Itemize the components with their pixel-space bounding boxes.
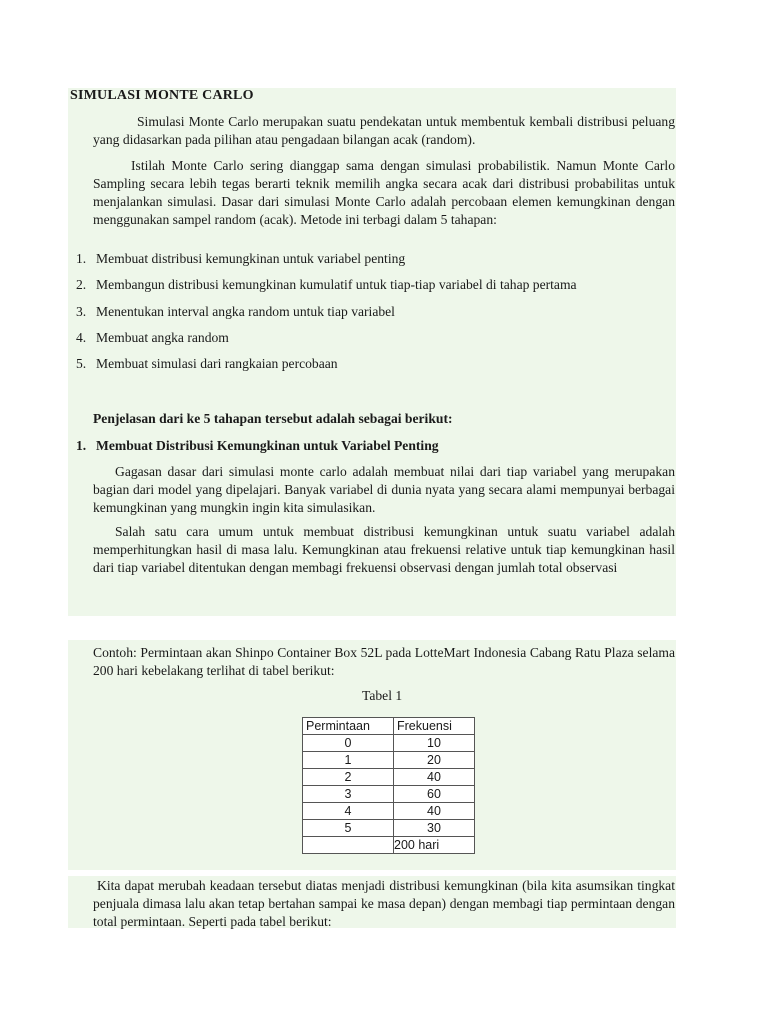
list-item-text: Membuat angka random [96, 330, 229, 345]
example-paragraph: Contoh: Permintaan akan Shinpo Container Box 52L pada LotteMart Indonesia Cabang Ratu Plaza selama 200 hari kebelakang terlihat di tabel berikut: [93, 645, 675, 678]
table-caption: Tabel 1 [362, 688, 403, 703]
table-cell: 3 [303, 786, 394, 803]
list-item [76, 303, 676, 321]
table-row [303, 752, 475, 769]
table-cell: 30 [394, 820, 475, 837]
table-cell: 5 [303, 820, 394, 837]
definition-paragraph: Istilah Monte Carlo sering dianggap sama dengan simulasi probabilistik. Namun Monte Carlo Sampling secara lebih tegas berarti teknik memilih angka secara acak dari distribusi probabilitas untuk menjalankan simulasi. Dasar dari simulasi Monte Carlo adalah percobaan elemen kemungkinan dengan menggunakan sampel random (acak). Metode ini terbagi dalam 5 tahapan: [93, 158, 675, 227]
list-item-number: 1. [76, 251, 87, 266]
table-row [303, 769, 475, 786]
intro-paragraph: Simulasi Monte Carlo merupakan suatu pendekatan untuk membentuk kembali distribusi peluang yang didasarkan pada pilihan atau pengadaan bilangan acak (random). [93, 114, 675, 147]
list-item-number: 3. [76, 304, 87, 319]
table-cell: 20 [394, 752, 475, 769]
table-cell-empty [303, 837, 394, 854]
list-item [76, 329, 676, 347]
column-header-frequency: Frekuensi [394, 718, 475, 735]
table-header-row [303, 718, 475, 735]
section-heading [76, 437, 439, 455]
column-header-demand: Permintaan [303, 718, 394, 735]
table-cell: 2 [303, 769, 394, 786]
section-number: 1. [76, 438, 87, 453]
list-item-number: 5. [76, 356, 87, 371]
list-item [76, 355, 676, 373]
table-row [303, 820, 475, 837]
table-row [303, 786, 475, 803]
method-paragraph: Salah satu cara umum untuk membuat distribusi kemungkinan untuk suatu variabel adalah memperhitungkan hasil di masa lalu. Kemungkinan atau frekuensi relative untuk tiap kemungkinan hasil dari tiap variabel ditentukan dengan membagi frekuensi observasi dengan jumlah total observasi [93, 524, 675, 575]
table-total-row [303, 837, 475, 854]
list-item-text: Membuat simulasi dari rangkaian percobaan [96, 356, 338, 371]
table-row [303, 735, 475, 752]
section-title: Membuat Distribusi Kemungkinan untuk Variabel Penting [96, 438, 439, 453]
list-item-number: 2. [76, 277, 87, 292]
list-item-text: Membuat distribusi kemungkinan untuk variabel penting [96, 251, 406, 266]
list-item [76, 276, 676, 294]
table-cell: 40 [394, 803, 475, 820]
list-item-number: 4. [76, 330, 87, 345]
table-cell: 40 [394, 769, 475, 786]
table-total-cell: 200 hari [394, 837, 475, 854]
concept-paragraph: Gagasan dasar dari simulasi monte carlo adalah membuat nilai dari tiap variabel yang merupakan bagian dari model yang dipelajari. Banyak variabel di dunia nyata yang secara alami mempunyai berbagai kemungkinan yang mungkin ingin kita simulasikan. [93, 464, 675, 515]
list-item-text: Membangun distribusi kemungkinan kumulatif untuk tiap-tiap variabel di tahap pertama [96, 277, 577, 292]
table-cell: 1 [303, 752, 394, 769]
table-cell: 10 [394, 735, 475, 752]
document-title: SIMULASI MONTE CARLO [70, 88, 254, 103]
conversion-paragraph: Kita dapat merubah keadaan tersebut diatas menjadi distribusi kemungkinan (bila kita asumsikan tingkat penjuala dimasa lalu akan tetap bertahan sampai ke masa depan) dengan membagi tiap permintaan dengan total permintaan. Seperti pada tabel berikut: [93, 878, 675, 929]
list-item-text: Menentukan interval angka random untuk tiap variabel [96, 304, 395, 319]
table-row [303, 803, 475, 820]
table-cell: 60 [394, 786, 475, 803]
explanation-heading: Penjelasan dari ke 5 tahapan tersebut adalah sebagai berikut: [93, 411, 453, 426]
list-item [76, 250, 676, 268]
table-cell: 0 [303, 735, 394, 752]
table-cell: 4 [303, 803, 394, 820]
demand-frequency-table [302, 717, 475, 854]
